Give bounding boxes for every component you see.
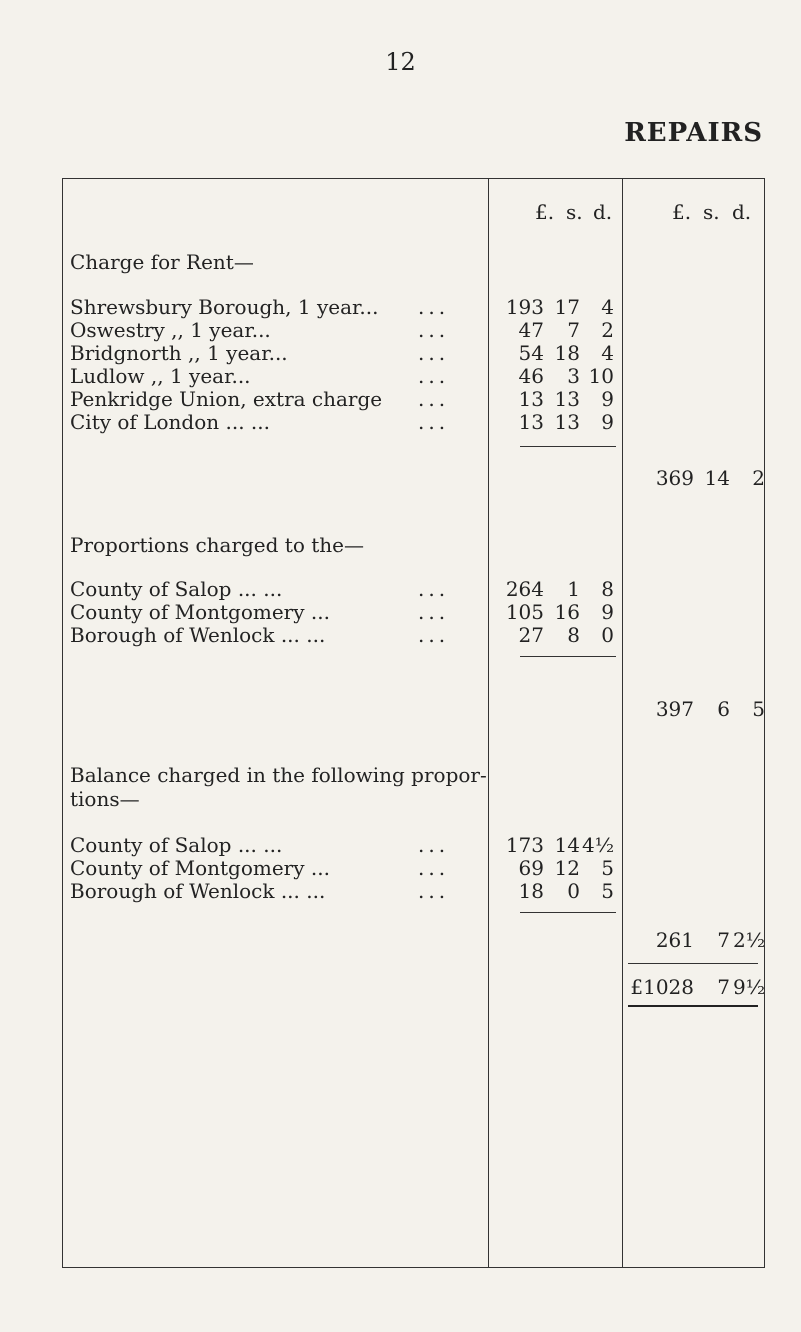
row-dots: ... xyxy=(418,600,450,624)
total-shillings: 7 xyxy=(717,928,730,952)
row-shillings: 13 xyxy=(554,410,580,434)
table-divider-2 xyxy=(622,178,623,1268)
total-pounds: 397 xyxy=(655,697,694,721)
row-label: Penkridge Union, extra charge xyxy=(70,387,383,411)
row-label: County of Salop ... ... xyxy=(70,833,283,857)
row-label: City of London ... ... xyxy=(70,410,270,434)
page-heading: REPAIRS xyxy=(624,118,763,148)
row-shillings: 13 xyxy=(554,387,580,411)
row-pounds: 46 xyxy=(518,364,544,388)
row-dots: ... xyxy=(418,364,450,388)
grand-total-pence: 9½ xyxy=(733,975,766,999)
row-pence: 8 xyxy=(601,577,614,601)
grand-total-pounds: £1028 xyxy=(630,975,694,999)
row-dots: ... xyxy=(418,577,450,601)
row-pence: 4 xyxy=(601,341,614,365)
row-dots: ... xyxy=(418,879,450,903)
table-bottom-border xyxy=(62,1267,764,1268)
row-shillings: 3 xyxy=(567,364,580,388)
row-dots: ... xyxy=(418,623,450,647)
row-label: Bridgnorth ,, 1 year... xyxy=(70,341,288,365)
row-shillings: 18 xyxy=(554,341,580,365)
row-dots: ... xyxy=(418,318,450,342)
section-title: Balance charged in the following propor- xyxy=(70,763,487,787)
col1-pounds-header: £. xyxy=(535,200,555,224)
table-right-border xyxy=(764,178,765,1268)
row-shillings: 12 xyxy=(554,856,580,880)
total-pence: 2½ xyxy=(733,928,766,952)
row-pence: 5 xyxy=(601,879,614,903)
row-pounds: 193 xyxy=(505,295,544,319)
row-pence: 4½ xyxy=(582,833,615,857)
row-pounds: 69 xyxy=(518,856,544,880)
subtotal-rule xyxy=(520,912,616,913)
row-shillings: 14 xyxy=(554,833,580,857)
row-dots: ... xyxy=(418,387,450,411)
subtotal-rule xyxy=(520,446,616,447)
page-number: 12 xyxy=(385,48,416,76)
row-shillings: 7 xyxy=(567,318,580,342)
row-label: Oswestry ,, 1 year... xyxy=(70,318,271,342)
row-label: Borough of Wenlock ... ... xyxy=(70,879,326,903)
row-label: Borough of Wenlock ... ... xyxy=(70,623,326,647)
total-pounds: 261 xyxy=(655,928,694,952)
row-pence: 5 xyxy=(601,856,614,880)
row-pence: 2 xyxy=(601,318,614,342)
row-label: Shrewsbury Borough, 1 year... xyxy=(70,295,379,319)
grand-total-bottom-rule xyxy=(628,1005,758,1007)
row-dots: ... xyxy=(418,341,450,365)
table-top-border xyxy=(62,178,764,179)
col1-pence-header: d. xyxy=(593,200,613,224)
grand-total-top-rule xyxy=(628,963,758,964)
row-pence: 9 xyxy=(601,410,614,434)
row-pounds: 105 xyxy=(505,600,544,624)
section-title-continued: tions— xyxy=(70,787,140,811)
row-pounds: 13 xyxy=(518,410,544,434)
row-shillings: 0 xyxy=(567,879,580,903)
row-pence: 4 xyxy=(601,295,614,319)
row-dots: ... xyxy=(418,856,450,880)
section-title: Proportions charged to the— xyxy=(70,533,364,557)
total-pence: 2 xyxy=(752,466,765,490)
row-shillings: 16 xyxy=(554,600,580,624)
col2-pence-header: d. xyxy=(732,200,752,224)
row-pounds: 173 xyxy=(505,833,544,857)
row-pounds: 47 xyxy=(518,318,544,342)
col2-pounds-header: £. xyxy=(672,200,692,224)
grand-total-shillings: 7 xyxy=(717,975,730,999)
row-shillings: 17 xyxy=(554,295,580,319)
table-divider-1 xyxy=(488,178,489,1268)
table-left-border xyxy=(62,178,63,1268)
subtotal-rule xyxy=(520,656,616,657)
row-pence: 9 xyxy=(601,387,614,411)
row-pounds: 13 xyxy=(518,387,544,411)
col1-shillings-header: s. xyxy=(566,200,583,224)
row-pounds: 27 xyxy=(518,623,544,647)
row-label: County of Montgomery ... xyxy=(70,600,330,624)
row-label: County of Montgomery ... xyxy=(70,856,330,880)
total-pounds: 369 xyxy=(655,466,694,490)
row-shillings: 1 xyxy=(567,577,580,601)
row-pounds: 264 xyxy=(505,577,544,601)
row-dots: ... xyxy=(418,833,450,857)
row-pounds: 18 xyxy=(518,879,544,903)
row-dots: ... xyxy=(418,410,450,434)
row-shillings: 8 xyxy=(567,623,580,647)
row-pence: 0 xyxy=(601,623,614,647)
total-shillings: 14 xyxy=(704,466,730,490)
col2-shillings-header: s. xyxy=(703,200,720,224)
total-shillings: 6 xyxy=(717,697,730,721)
row-pence: 10 xyxy=(588,364,614,388)
total-pence: 5 xyxy=(752,697,765,721)
row-dots: ... xyxy=(418,295,450,319)
row-pence: 9 xyxy=(601,600,614,624)
section-title: Charge for Rent— xyxy=(70,250,254,274)
row-pounds: 54 xyxy=(518,341,544,365)
row-label: Ludlow ,, 1 year... xyxy=(70,364,251,388)
row-label: County of Salop ... ... xyxy=(70,577,283,601)
